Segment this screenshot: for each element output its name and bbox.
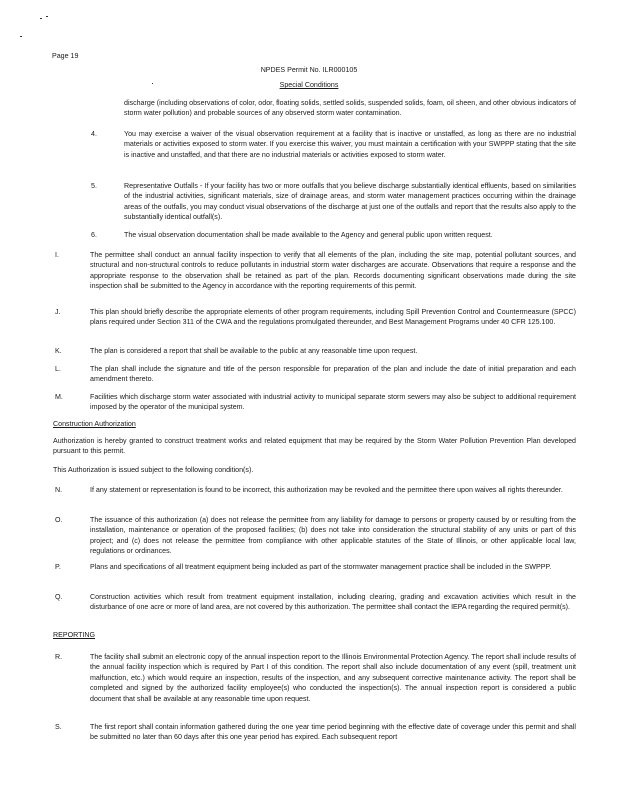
- subitem-text: You may exercise a waiver of the visual observation requirement at a facility that is inactive or unstaffed, as long as there are no industrial materials or activities exposed to storm water. If you exercise this waiver, you must maintain a certification with your SWPPP stating that the site is inactive and unstaffed, and that there are no industrial materials or activities exposed to storm water.: [124, 130, 576, 159]
- item-text: Plans and specifications of all treatment equipment being included as part of the stormwater management practice shall be included in the SWPPP.: [90, 563, 552, 571]
- item-text: The permittee shall conduct an annual facility inspection to verify that all elements of the plan, including the site map, potential pollutant sources, and structural and non-structural controls to reduce pollutants in industrial storm water discharges are accurate. Observations that require a response and the appropriate response to the observation shall be retained as part of the plan. Records documenting significant observations made during the site inspection shall be submitted to the Agency in accordance with the reporting requirements of this permit.: [90, 251, 576, 291]
- item-text: The facility shall submit an electronic copy of the annual inspection report to the Illinois Environmental Protection Agency. The report shall include results of the annual facility inspection which is required by Part I of this condition. The report shall also include documentation of any event (spill, treatment unit malfunction, etc.) which would require an inspection, results of the inspection, and any subsequent corrective maintenance activity. The report shall be completed and signed by the authorized facility employee(s) who conducted the inspection(s). The annual inspection report is considered a public document that shall be available at any reasonable time upon request.: [90, 653, 576, 703]
- item-text: This plan should briefly describe the appropriate elements of other program requirements, including Spill Prevention Control and Countermeasure (SPCC) plans required under Section 311 of the CWA and the regulations promulgated thereunder, and Best Management Programs under 40 CFR 125.100.: [90, 308, 576, 327]
- scan-speck: [20, 36, 22, 37]
- item-letter: N.: [55, 486, 63, 494]
- item-text: The plan shall include the signature and title of the person responsible for preparation of the plan and include the date of initial preparation and each amendment thereto.: [90, 365, 576, 384]
- item-text: Facilities which discharge storm water associated with industrial activity to municipal separate storm sewers may also be subject to additional requirement imposed by the operator of the municipal system.: [90, 393, 576, 412]
- scan-speck: [46, 16, 48, 17]
- item-letter: I.: [55, 251, 59, 259]
- construction-heading: Construction Authorization: [53, 420, 136, 428]
- item-letter: R.: [55, 653, 63, 661]
- item-text: The issuance of this authorization (a) does not release the permittee from any liability for damage to persons or property caused by or resulting from the installation, maintenance or operation of the proposed facilities; (b) does not take into consideration the structural stability of any units or part of this project; and (c) does not release the permittee from compliance with other applicable statutes of the State of Illinois, or other applicable local law, regulations or ordinances.: [90, 516, 576, 556]
- item-text: Construction activities which result from treatment equipment installation, including clearing, grading and excavation activities which result in the disturbance of one acre or more of land area, are not covered by this authorization. The permittee shall contact the IEPA regarding the required permit(s).: [90, 593, 576, 612]
- construction-paragraph: Authorization is hereby granted to construct treatment works and related equipment that may be required by the Storm Water Pollution Prevention Plan developed pursuant to this permit.: [53, 437, 576, 456]
- subitem-number: 5.: [91, 182, 97, 190]
- section-title: Special Conditions: [279, 81, 339, 89]
- scan-speck: [40, 18, 42, 19]
- item-letter: M.: [55, 393, 63, 401]
- item-text: The first report shall contain information gathered during the one year time period beginning with the effective date of coverage under this permit and shall be submitted no later than 60 days after this one year period has expired. Each subsequent report: [90, 723, 576, 742]
- construction-paragraph: This Authorization is issued subject to the following condition(s).: [53, 466, 254, 474]
- subitem-text: The visual observation documentation shall be made available to the Agency and general public upon written request.: [124, 231, 493, 239]
- item-letter: K.: [55, 347, 62, 355]
- subitem-text: Representative Outfalls - If your facility has two or more outfalls that you believe discharge substantially identical effluents, based on similarities of the industrial activities, significant materials, size of drainage areas, and storm water management practices occurring within the drainage areas of the outfalls, you may conduct visual observations of the discharge at just one of the outfalls and report that the results also apply to the substantially identical outfall(s).: [124, 182, 576, 222]
- item-letter: P.: [55, 563, 61, 571]
- permit-number: NPDES Permit No. ILR000105: [260, 66, 358, 74]
- item-letter: Q.: [55, 593, 63, 601]
- item-letter: L.: [55, 365, 61, 373]
- reporting-heading: REPORTING: [53, 631, 96, 639]
- page-number: Page 19: [52, 52, 79, 60]
- item-letter: O.: [55, 516, 63, 524]
- item-text: The plan is considered a report that shall be available to the public at any reasonable time upon request.: [90, 347, 418, 355]
- item-letter: S.: [55, 723, 62, 731]
- subitem-number: 6.: [91, 231, 97, 239]
- subitem-number: 4.: [91, 130, 97, 138]
- item-text: If any statement or representation is found to be incorrect, this authorization may be revoked and the permittee there upon waives all rights thereunder.: [90, 486, 563, 494]
- intro-paragraph: discharge (including observations of color, odor, floating solids, settled solids, suspended solids, foam, oil sheen, and other obvious indicators of storm water pollution) and probable sources of any observed storm water contamination.: [124, 99, 576, 118]
- item-letter: J.: [55, 308, 61, 316]
